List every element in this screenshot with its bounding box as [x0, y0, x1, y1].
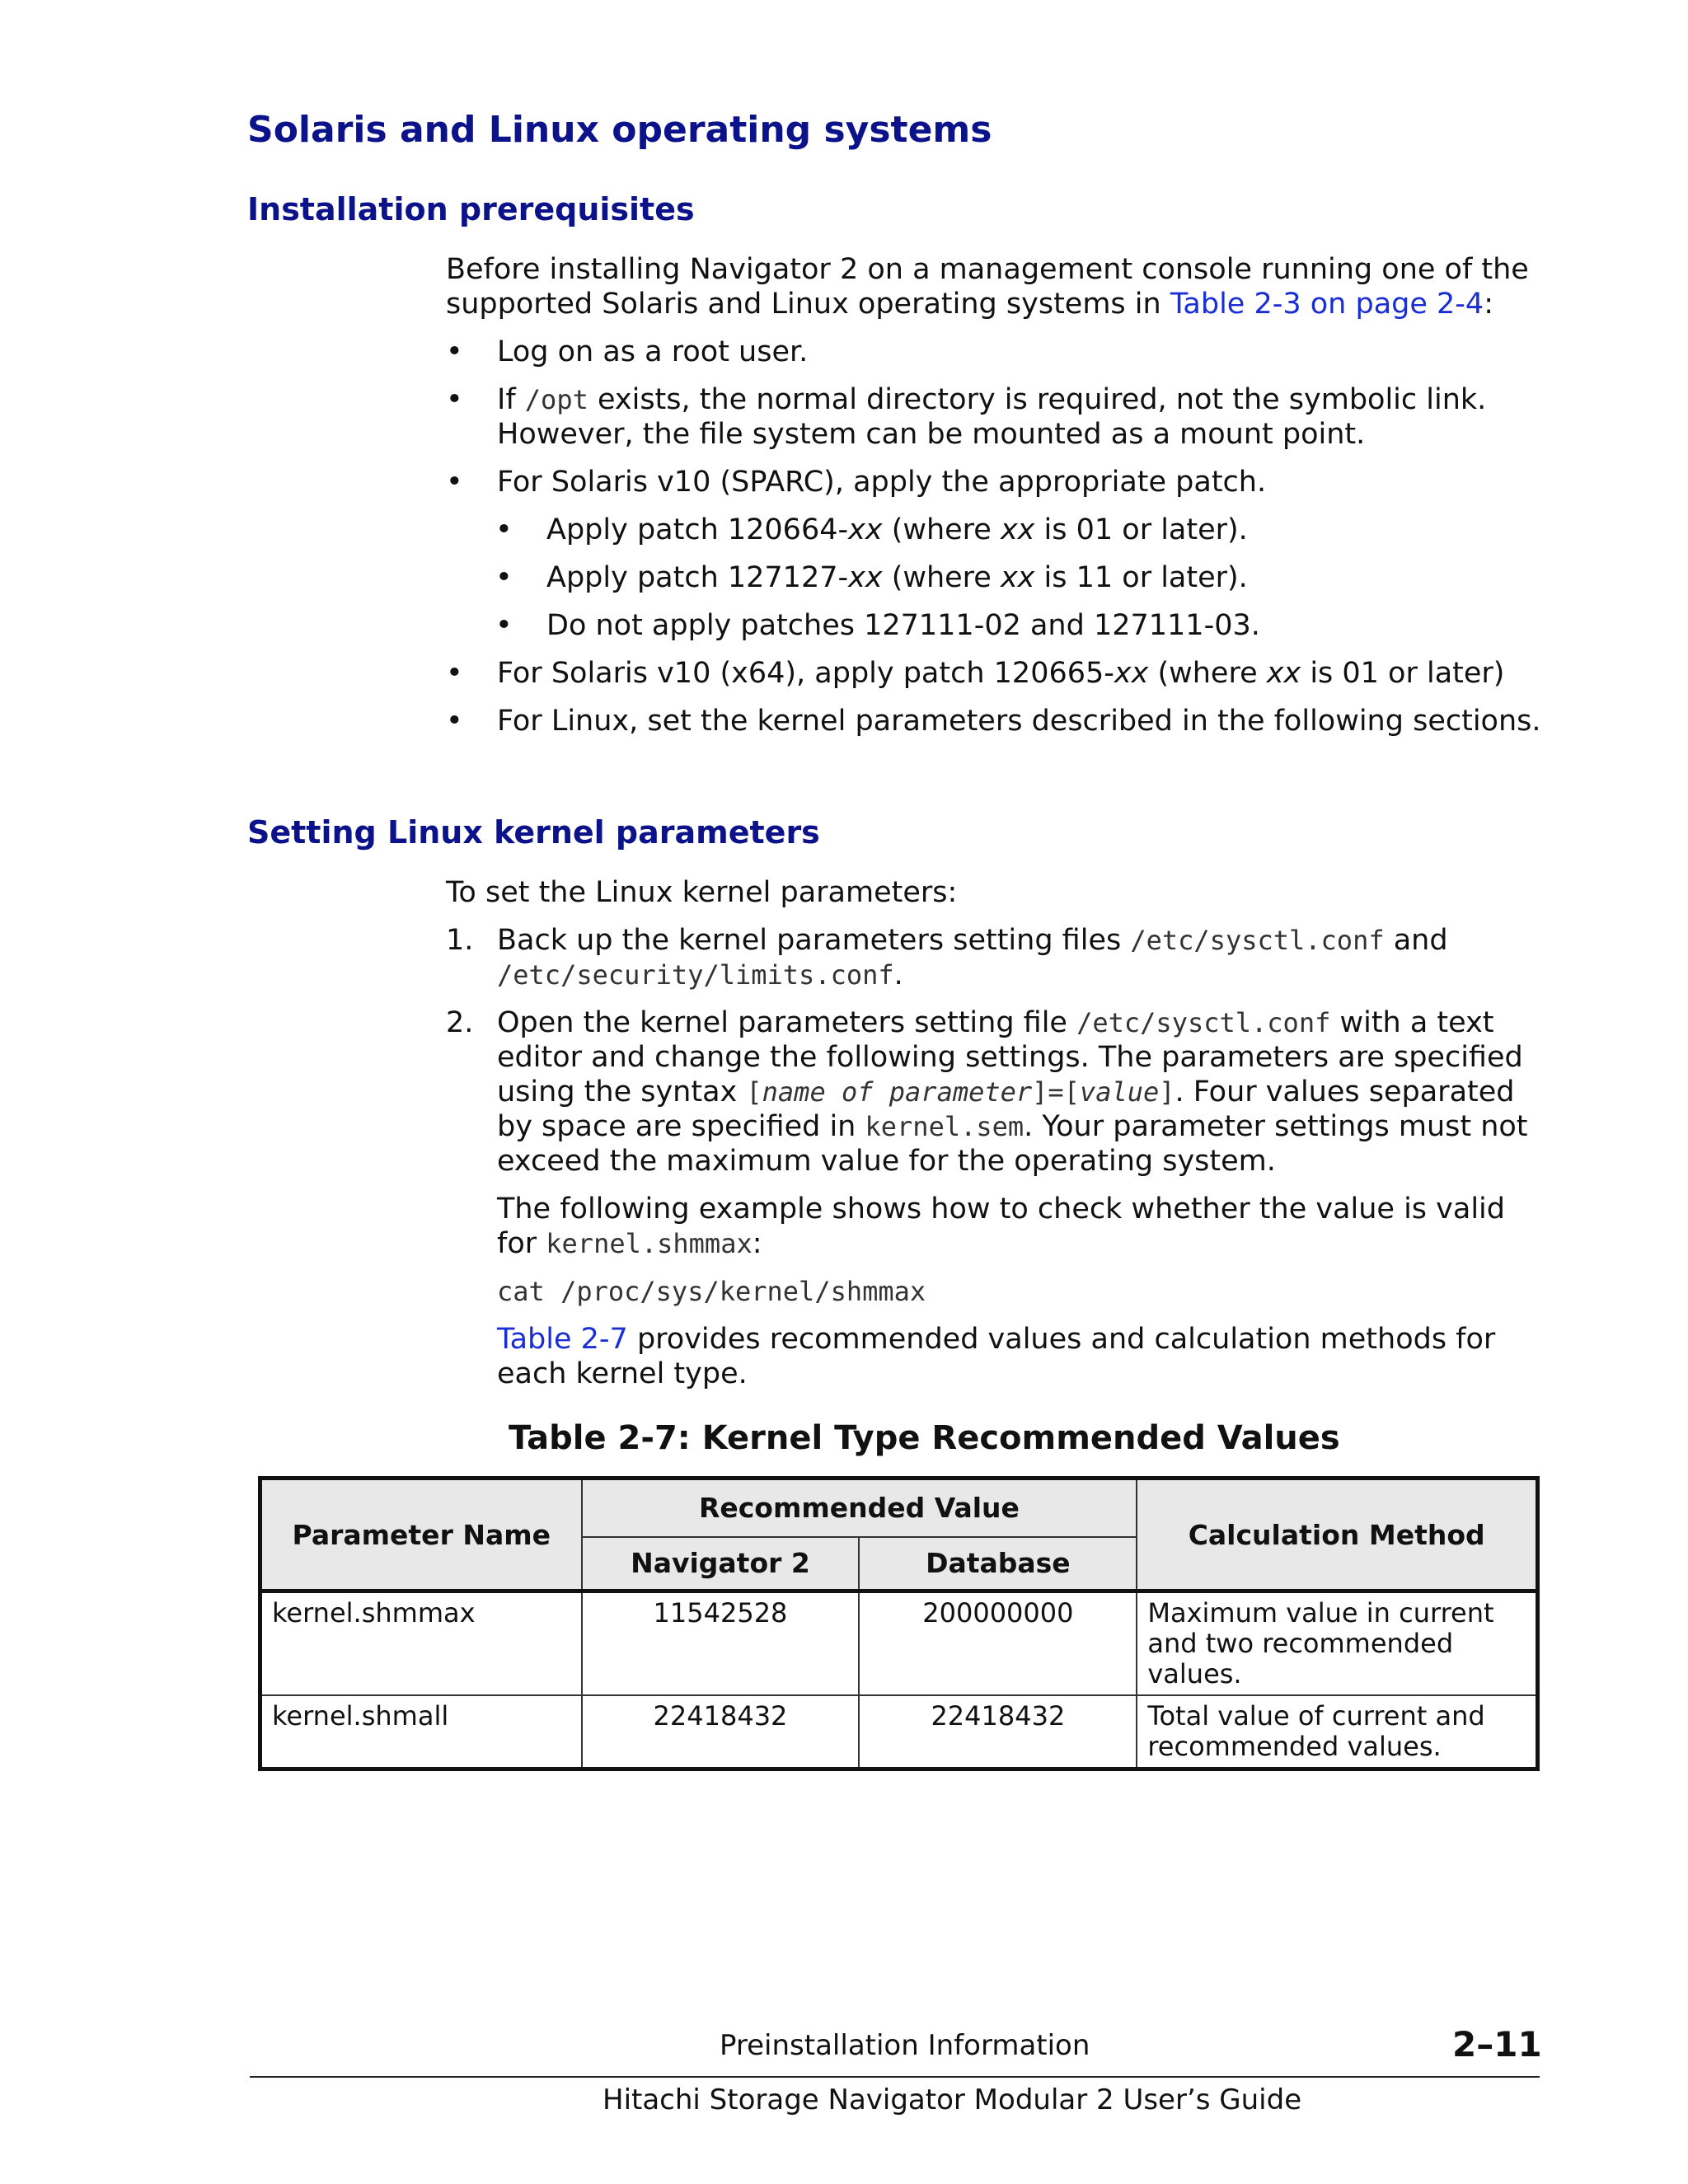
cell-navigator: 11542528 [582, 1591, 860, 1696]
step-1: 1. Back up the kernel parameters setting files /etc/sysctl.conf and /etc/security/limits.conf. [446, 924, 1448, 991]
bullet-linux-kernel: • For Linux, set the kernel parameters described in the following sections. [446, 705, 1541, 738]
bullet-solaris-x64: • For Solaris v10 (x64), apply patch 120665-xx (where xx is 01 or later) [446, 657, 1505, 690]
subbullet-patch-127127: • Apply patch 127127-xx (where xx is 11 or later). [495, 561, 1248, 594]
section-title: Solaris and Linux operating systems [247, 109, 992, 151]
header-navigator-2: Navigator 2 [582, 1537, 860, 1591]
example-note: The following example shows how to check whether the value is valid for kernel.shmmax: [497, 1193, 1505, 1260]
cell-param: kernel.shmall [260, 1695, 582, 1769]
table-2-7-link[interactable]: Table 2-7 [497, 1323, 628, 1356]
cell-calculation: Maximum value in current and two recommended values. [1137, 1591, 1537, 1696]
header-recommended-value: Recommended Value [582, 1479, 1137, 1537]
kernel-values-table [258, 1476, 1540, 1771]
header-database: Database [859, 1537, 1137, 1591]
bullet-root-user: • Log on as a root user. [446, 335, 809, 368]
step-2: 2. Open the kernel parameters setting file /etc/sysctl.conf with a text editor and change the following settings. The parameters are specified using the syntax [name of parameter]=[value]. Four values separated by space are specified in kernel.sem. Your parameter settings must not exceed the maximum value for the operating system. [446, 1006, 1528, 1178]
table-2-3-link[interactable]: Table 2-3 on page 2-4 [1170, 288, 1484, 321]
kernel-intro: To set the Linux kernel parameters: [446, 876, 958, 909]
prerequisites-body [446, 252, 1542, 738]
cell-database: 22418432 [859, 1695, 1137, 1769]
heading-setting-linux-kernel-parameters: Setting Linux kernel parameters [247, 814, 820, 851]
table-row [260, 1591, 1538, 1696]
page-number: 2–11 [1452, 2024, 1542, 2064]
cell-navigator: 22418432 [582, 1695, 860, 1769]
footer-divider [250, 2076, 1540, 2078]
cell-database: 200000000 [859, 1591, 1137, 1696]
bullet-solaris-sparc: • For Solaris v10 (SPARC), apply the appropriate patch. [446, 466, 1267, 499]
header-parameter-name: Parameter Name [260, 1479, 582, 1591]
kernel-body [446, 875, 1542, 1391]
heading-installation-prerequisites: Installation prerequisites [247, 191, 695, 227]
subbullet-patch-120664: • Apply patch 120664-xx (where xx is 01 or later). [495, 513, 1248, 546]
bullet-opt-directory: • If /opt exists, the normal directory is required, not the symbolic link. However, the file system can be mounted as a mount point. [446, 383, 1487, 451]
prerequisites-intro: Before installing Navigator 2 on a management console running one of the supported Solaris and Linux operating systems in Table 2-3 on page 2-4: [446, 253, 1529, 321]
subbullet-do-not-apply: • Do not apply patches 127111-02 and 127111-03. [495, 609, 1260, 642]
table-caption: Table 2-7: Kernel Type Recommended Values [509, 1419, 1340, 1457]
footer-chapter-title: Preinstallation Information [720, 2029, 1090, 2062]
example-command: cat /proc/sys/kernel/shmmax [497, 1276, 926, 1307]
table-reference: Table 2-7 provides recommended values and calculation methods for each kernel type. [497, 1323, 1496, 1390]
footer-guide-title: Hitachi Storage Navigator Modular 2 User’s Guide [603, 2083, 1302, 2116]
cell-calculation: Total value of current and recommended values. [1137, 1695, 1537, 1769]
cell-param: kernel.shmmax [260, 1591, 582, 1696]
header-calculation-method: Calculation Method [1137, 1479, 1537, 1591]
table-row [260, 1695, 1538, 1769]
